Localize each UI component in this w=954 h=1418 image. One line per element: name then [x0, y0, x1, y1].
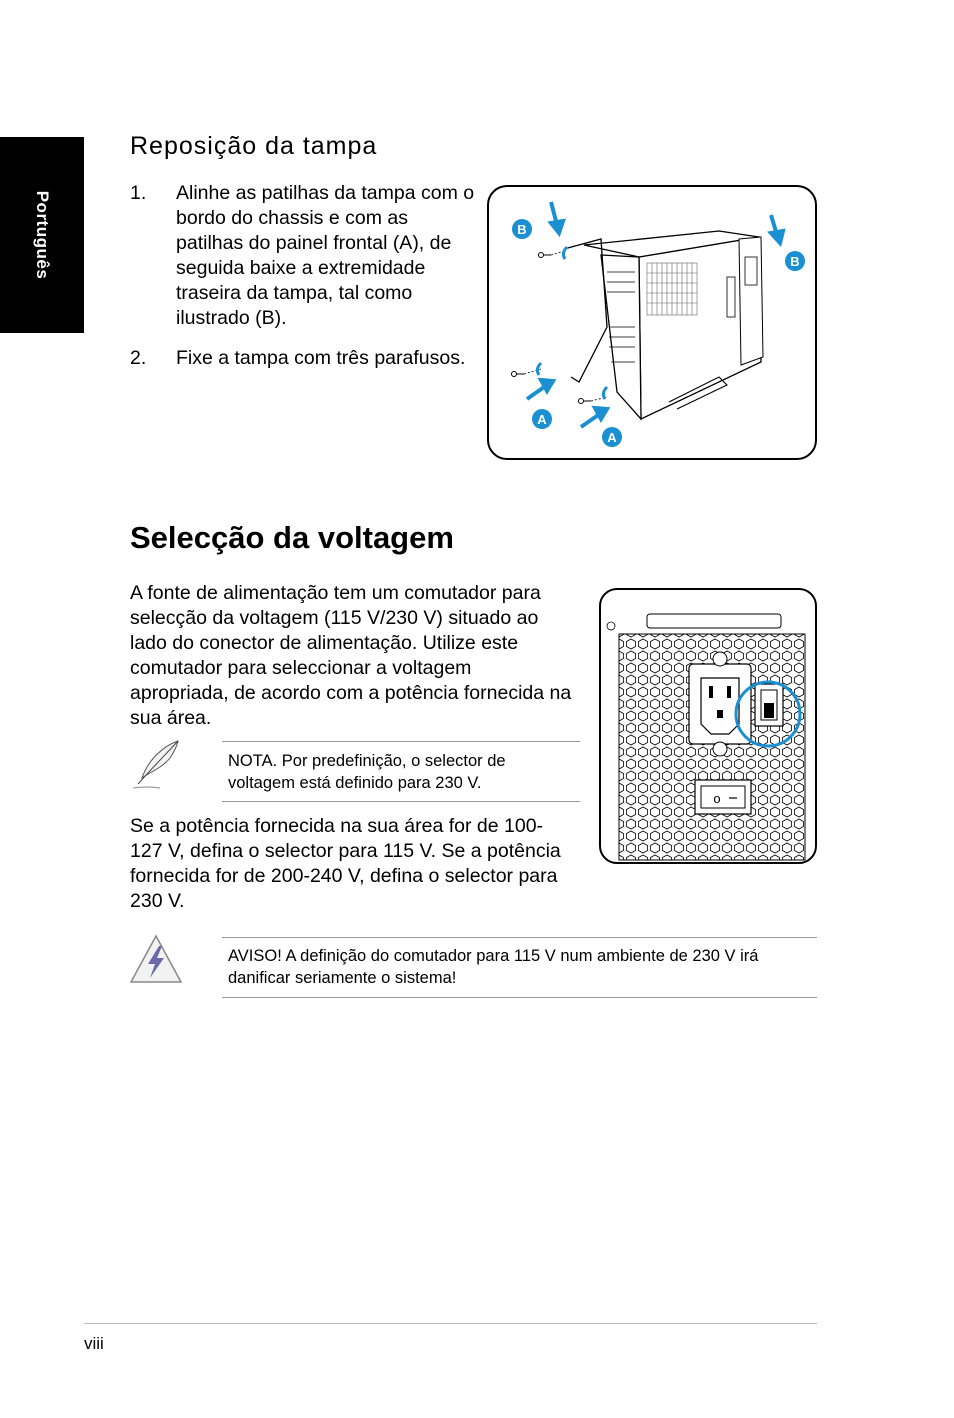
note-bottom-rule — [222, 801, 580, 802]
step-text: Fixe a tampa com três parafusos. — [176, 347, 466, 369]
step-number: 2. — [130, 347, 147, 369]
step-number: 1. — [130, 182, 147, 204]
section-heading-voltage: Selecção da voltagem — [130, 520, 454, 555]
label-a-1: A — [537, 412, 547, 427]
body-paragraph: Se a potência fornecida na sua área for de 100-127 V, defina o selector para 115 V. Se a potência fornecida for de 200-240 V, defina o selector para 230 V. — [130, 815, 561, 912]
language-tab-label: Português — [33, 190, 52, 280]
warning-bottom-rule — [222, 997, 817, 998]
warning-top-rule — [222, 937, 817, 938]
note-top-rule — [222, 741, 580, 742]
intro-paragraph: A fonte de alimentação tem um comutador para selecção da voltagem (115 V/230 V) situado ao lado do conector de alimentação. Utilize este comutador para seleccionar a voltagem apropriada, de acordo com a potência fornecida na sua área. — [130, 582, 572, 729]
label-b-1: B — [517, 222, 527, 237]
warning-text: AVISO! A definição do comutador para 115 V num ambiente de 230 V irá danificar seriamente o sistema! — [228, 947, 759, 987]
chassis-drawing — [489, 187, 815, 458]
step-text: Alinhe as patilhas da tampa com o bordo do chassis e com as patilhas do painel frontal (A), de seguida baixe a extremidade traseira da tampa, tal como ilustrado (B). — [176, 182, 475, 329]
section-heading-cover: Reposição da tampa — [130, 132, 378, 160]
cover-illustration — [487, 185, 817, 460]
psu-illustration — [599, 588, 817, 864]
warning-triangle-icon — [128, 932, 184, 991]
power-switch-mark: o — [713, 791, 721, 806]
psu-drawing — [601, 590, 815, 862]
language-tab — [0, 137, 84, 333]
note-text: NOTA. Por predefinição, o selector de voltagem está definido para 230 V. — [228, 752, 506, 792]
feather-note-icon — [128, 738, 184, 797]
label-b-2: B — [790, 254, 800, 269]
label-a-2: A — [607, 430, 617, 445]
page-number: viii — [84, 1334, 104, 1353]
footer-rule — [84, 1323, 817, 1324]
